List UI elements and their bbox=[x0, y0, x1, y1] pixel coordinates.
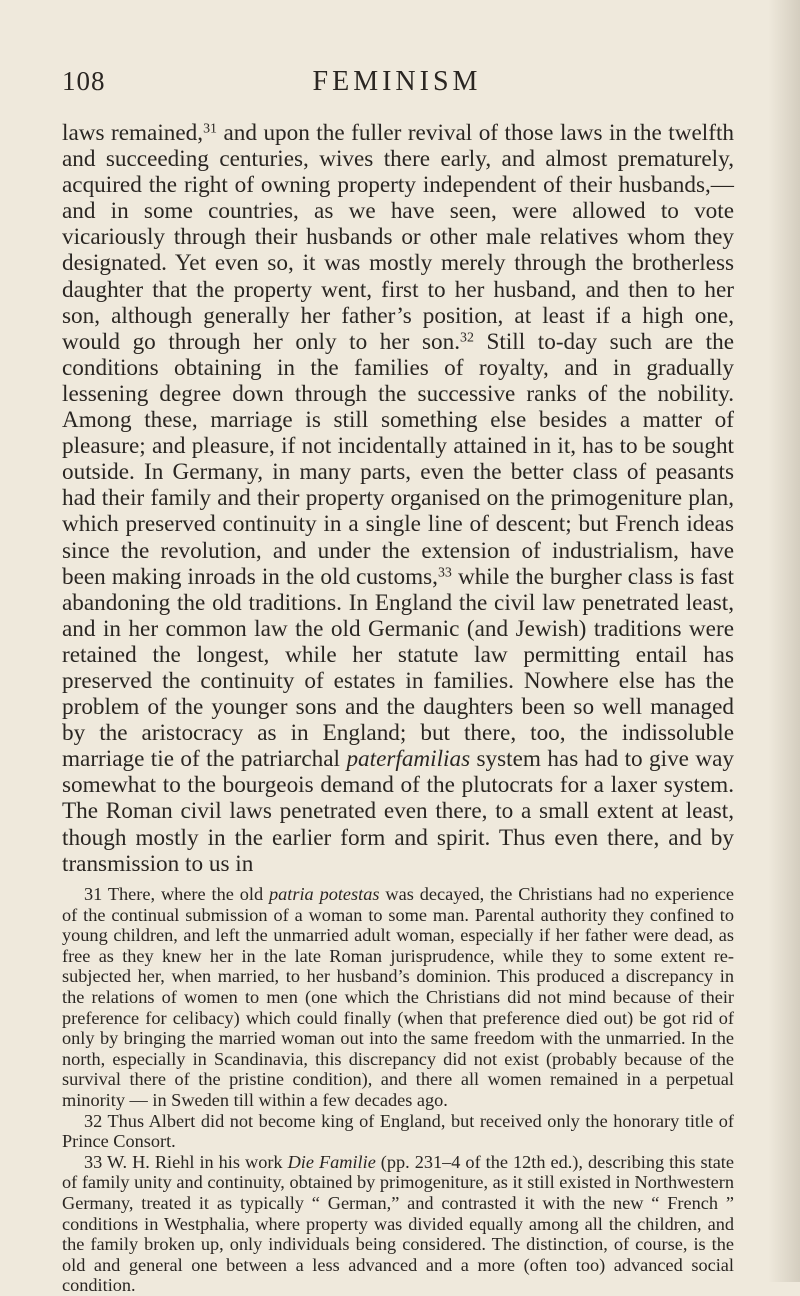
footnote-ref-32[interactable]: 32 bbox=[460, 330, 474, 346]
footnote-number: 32 bbox=[84, 1110, 103, 1131]
footnote-text: There, where the old bbox=[102, 884, 269, 904]
body-text-segment: Still to-day such are the conditions obtaining in the families of royalty, and in gradually lessening degree down through the successive ranks of the nobility. Among these, marriage is still something else besides a matter of pleasure; and pleasure, if not incidentally attained in it, has to be sought outside. In Germany, in many parts, even the better class of peasants had their family and their property organised on the primogeniture plan, which preserved continuity in a single line of descent; but French ideas since the revolution, and under the extension of industrialism, have been making inroads in the old customs, bbox=[62, 328, 734, 590]
body-text-segment: laws remained, bbox=[62, 120, 204, 146]
italic-term: patria potestas bbox=[268, 884, 380, 904]
body-text-segment: and upon the fuller revival of those laws in the twelfth and succeeding centuries, wives there early, and almost prematurely, acquired the right of owning property independent of their husbands,— and in some countries, as we have seen, were allowed to vote vicariously through their husbands or other male relatives whom they designated. Yet even so, it was mostly merely through the brotherless daughter that the property went, first to her husband, and then to her son, although generally her father’s position, at least if a high one, would go through her only to her son. bbox=[62, 120, 734, 355]
main-paragraph bbox=[62, 120, 734, 877]
footnote-text: was decayed, the Christians had no experience of the continual submission of a woman to some man. Parental authority they confined to young children, and left the unmarried adult woman, especially if her father were dead, as free as they knew her in the late Roman jurisprudence, while they to some extent re-subjected her, when married, to her husband’s dominion. This produced a discrepancy in the relations of women to men (one which the Christians did not mind because of their preference for celibacy) which could finally (when that preference died out) be got rid of only by bringing the married woman out into the same freedom with the unmarried. In the north, especially in Scandinavia, this discrepancy did not exist (probably because of the survival there of the pristine condition), and there all women remained in a perpetual minority — in Sweden till within a few decades ago. bbox=[62, 884, 734, 1110]
footnote-33 bbox=[62, 1152, 734, 1296]
italic-term: paterfamilias bbox=[346, 746, 471, 773]
footnote-ref-31[interactable]: 31 bbox=[203, 121, 217, 137]
footnote-text: W. H. Riehl in his work bbox=[102, 1151, 288, 1172]
footnote-number: 31 bbox=[84, 884, 103, 904]
body-text-segment: while the burgher class is fast abandoning the old traditions. In England the civil law penetrated least, and in her common law the old Germanic (and Jewish) traditions were retained the longest, while her statute law permitting entail has preserved the continuity of estates in families. Nowhere else has the problem of the younger sons and the daughters been so well managed by the aristocracy as in England; but there, too, the indissoluble marriage tie of the patriarchal bbox=[62, 563, 734, 773]
page-number: 108 bbox=[62, 66, 106, 96]
footnotes-section bbox=[62, 884, 734, 1296]
footnote-number: 33 bbox=[84, 1151, 103, 1172]
footnote-text: Thus Albert did not become king of England, but received only the honorary title of Prince Consort. bbox=[62, 1110, 734, 1152]
italic-term: Die Familie bbox=[287, 1151, 376, 1172]
footnote-31 bbox=[62, 884, 734, 1111]
footnote-32 bbox=[62, 1111, 734, 1152]
running-title: FEMINISM bbox=[312, 66, 482, 97]
body-text-segment: system has had to give way somewhat to the bourgeois demand of the plutocrats for a laxer system. The Roman civil laws penetrated even there, to a small extent at least, though mostly in the earlier form and spirit. Thus even there, and by transmission to us in bbox=[62, 746, 735, 877]
page-header bbox=[62, 62, 732, 102]
footnote-text: (pp. 231–4 of the 12th ed.), describing this state of family unity and continuity, obtained by primogeniture, as it still existed in Northwestern Germany, treated it as typically “ German,” and contrasted it with the new “ French ” conditions in Westphalia, where property was divided equally among all the children, and the family broken up, only individuals being considered. The distinction, of course, is the old and general one between a less advanced and a more (often too) advanced social condition. bbox=[62, 1151, 735, 1296]
footnote-ref-33[interactable]: 33 bbox=[437, 564, 452, 580]
